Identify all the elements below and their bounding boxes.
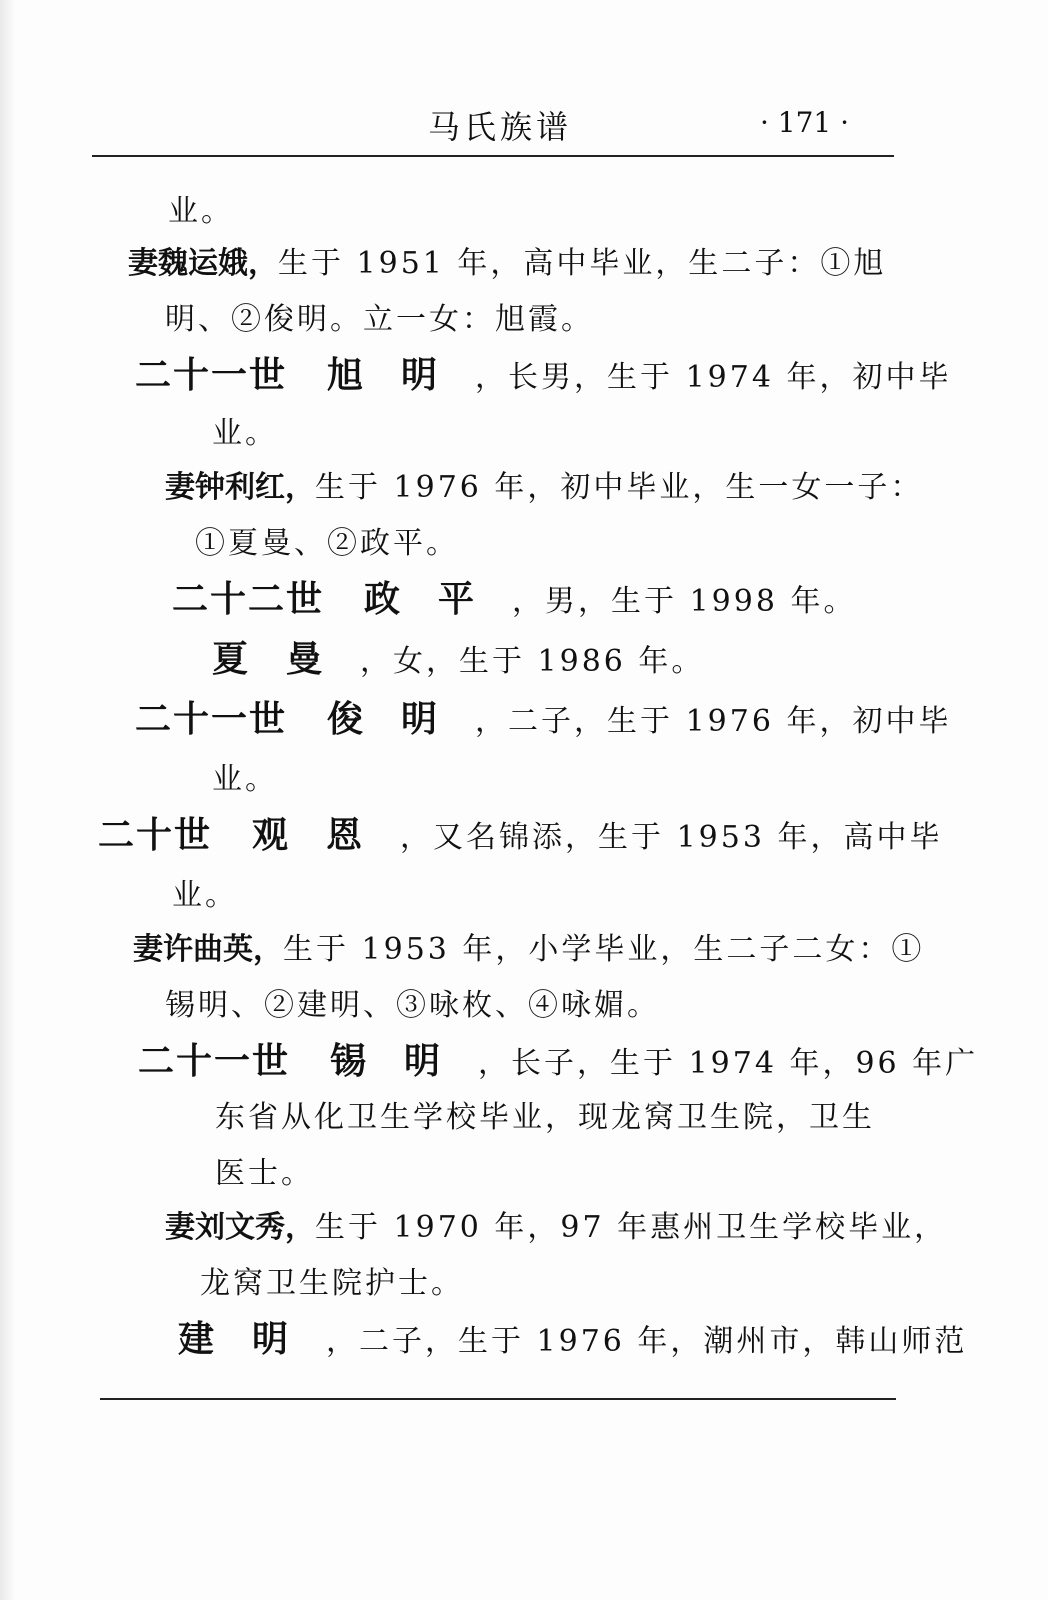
text-line <box>212 760 278 800</box>
text-line <box>215 1098 875 1138</box>
spouse-name: 妻许曲英， <box>133 932 283 967</box>
text-line <box>165 986 660 1026</box>
person-name: 旭明 <box>327 355 476 396</box>
generation-label: 二十一世 <box>138 1041 291 1082</box>
line-text: 业。 <box>168 194 234 229</box>
text-line <box>212 414 278 454</box>
line-text: 生于 1951 年，高中毕业，生二子：①旭 <box>278 246 887 281</box>
line-text: 医士。 <box>215 1156 314 1191</box>
spouse-entry <box>165 1208 947 1248</box>
line-text: ，长男，生于 1974 年，初中毕 <box>475 360 952 395</box>
text-line <box>168 192 234 232</box>
line-text: 业。 <box>172 878 238 913</box>
genealogy-entry <box>172 580 856 620</box>
genealogy-entry <box>178 1320 967 1360</box>
line-text: ，二子，生于 1976 年，初中毕 <box>475 704 952 739</box>
line-text: 生于 1970 年，97 年惠州卫生学校毕业， <box>315 1210 948 1245</box>
text-line <box>165 300 594 340</box>
generation-label: 二十一世 <box>135 355 288 396</box>
genealogy-entry <box>212 640 704 680</box>
text-line <box>215 1154 314 1194</box>
person-name: 政平 <box>364 579 513 620</box>
line-text: ，女，生于 1986 年。 <box>360 644 705 679</box>
genealogy-entry <box>135 356 951 396</box>
person-name: 锡明 <box>330 1041 479 1082</box>
spouse-entry <box>165 468 923 508</box>
genealogy-entry <box>98 816 942 856</box>
line-text: ①夏曼、②政平。 <box>195 526 459 561</box>
scan-edge-shadow <box>0 0 14 1600</box>
line-text: 生于 1976 年，初中毕业，生一女一子： <box>315 470 924 505</box>
line-text: ，又名锦添，生于 1953 年，高中毕 <box>400 820 943 855</box>
spouse-entry <box>128 244 886 284</box>
line-text: 明、②俊明。立一女：旭霞。 <box>165 302 594 337</box>
spouse-entry <box>133 930 924 970</box>
footer-rule <box>100 1398 896 1400</box>
spouse-name: 妻魏运娥， <box>128 246 278 281</box>
genealogy-entry <box>135 700 951 740</box>
genealogy-entry <box>138 1042 978 1082</box>
line-text: 龙窝卫生院护士。 <box>200 1266 464 1301</box>
line-text: ，二子，生于 1976 年，潮州市，韩山师范 <box>326 1324 968 1359</box>
person-name: 夏曼 <box>212 639 361 680</box>
line-text: 生于 1953 年，小学毕业，生二子二女：① <box>283 932 925 967</box>
generation-label: 二十世 <box>98 815 213 856</box>
line-text: 东省从化卫生学校毕业，现龙窝卫生院，卫生 <box>215 1100 875 1135</box>
line-text: 业。 <box>212 416 278 451</box>
spouse-name: 妻钟利红， <box>165 470 315 505</box>
text-line <box>172 876 238 916</box>
person-name: 俊明 <box>327 699 476 740</box>
header-rule <box>92 155 894 157</box>
line-text: ，男，生于 1998 年。 <box>512 584 857 619</box>
spouse-name: 妻刘文秀， <box>165 1210 315 1245</box>
text-line <box>200 1264 464 1304</box>
text-line <box>195 524 459 564</box>
line-text: ，长子，生于 1974 年，96 年广 <box>478 1046 979 1081</box>
person-name: 观恩 <box>252 815 401 856</box>
generation-label: 二十二世 <box>172 579 325 620</box>
line-text: 锡明、②建明、③咏枚、④咏媚。 <box>165 988 660 1023</box>
running-header-title: 马氏族谱 <box>428 108 573 146</box>
generation-label: 二十一世 <box>135 699 288 740</box>
page-number: · 171 · <box>760 106 850 139</box>
line-text: 业。 <box>212 762 278 797</box>
person-name: 建明 <box>178 1319 327 1360</box>
